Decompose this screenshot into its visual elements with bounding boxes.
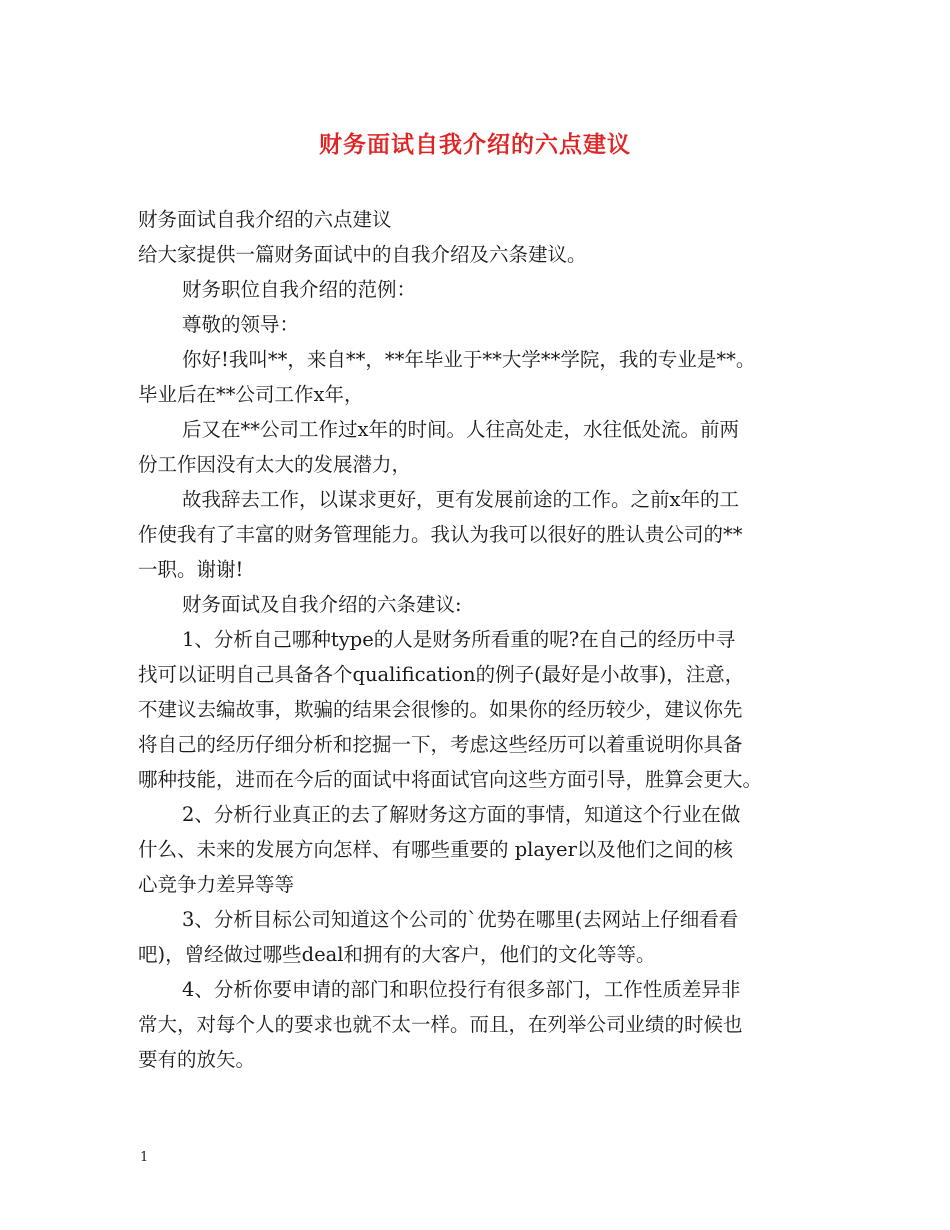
paragraph-line: 尊敬的领导： bbox=[182, 313, 300, 336]
paragraph-line: 找可以证明自己具备各个qualification的例子(最好是小故事)，注意， bbox=[138, 663, 745, 686]
paragraph-line: 要有的放矢。 bbox=[138, 1048, 256, 1071]
paragraph-line: 哪种技能，进而在今后的面试中将面试官向这些方面引导，胜算会更大。 bbox=[138, 768, 763, 791]
document-title: 财务面试自我介绍的六点建议 bbox=[319, 131, 631, 158]
paragraph-line: 将自己的经历仔细分析和挖掘一下，考虑这些经历可以着重说明你具备 bbox=[138, 733, 743, 756]
paragraph-line: 4、分析你要申请的部门和职位投行有很多部门，工作性质差异非 bbox=[182, 978, 741, 1001]
paragraph-line: 给大家提供一篇财务面试中的自我介绍及六条建议。 bbox=[138, 243, 587, 266]
paragraph-line: 3、分析目标公司知道这个公司的`优势在哪里(去网站上仔细看看 bbox=[182, 908, 739, 931]
paragraph-line: 2、分析行业真正的去了解财务这方面的事情，知道这个行业在做 bbox=[182, 803, 741, 826]
paragraph-line: 故我辞去工作，以谋求更好，更有发展前途的工作。之前x年的工 bbox=[182, 488, 739, 511]
paragraph-line: 常大，对每个人的要求也就不太一样。而且，在列举公司业绩的时候也 bbox=[138, 1013, 743, 1036]
paragraph-line: 心竞争力差异等等 bbox=[138, 873, 295, 896]
paragraph-line: 你好!我叫**，来自**，**年毕业于**大学**学院，我的专业是**。 bbox=[182, 348, 756, 371]
document-body bbox=[138, 202, 828, 1077]
paragraph-line: 作使我有了丰富的财务管理能力。我认为我可以很好的胜认贵公司的** bbox=[138, 523, 743, 546]
paragraph-line: 不建议去编故事，欺骗的结果会很惨的。如果你的经历较少，建议你先 bbox=[138, 698, 743, 721]
paragraph-line: 一职。谢谢! bbox=[138, 558, 244, 581]
paragraph-line: 1、分析自己哪种type的人是财务所看重的呢?在自己的经历中寻 bbox=[182, 628, 736, 651]
paragraph-line: 份工作因没有太大的发展潜力， bbox=[138, 453, 412, 476]
paragraph-line: 毕业后在**公司工作x年， bbox=[138, 383, 364, 406]
paragraph-line: 后又在**公司工作过x年的时间。人往高处走，水往低处流。前两 bbox=[182, 418, 739, 441]
paragraph-line: 什么、未来的发展方向怎样、有哪些重要的 player以及他们之间的核 bbox=[138, 838, 733, 861]
paragraph-line: 吧)，曾经做过哪些deal和拥有的大客户，他们的文化等等。 bbox=[138, 943, 656, 966]
paragraph-line: 财务面试及自我介绍的六条建议: bbox=[182, 593, 462, 616]
paragraph-line: 财务面试自我介绍的六点建议 bbox=[138, 208, 392, 231]
page-number: 1 bbox=[140, 1150, 149, 1165]
paragraph-line: 财务职位自我介绍的范例： bbox=[182, 278, 417, 301]
